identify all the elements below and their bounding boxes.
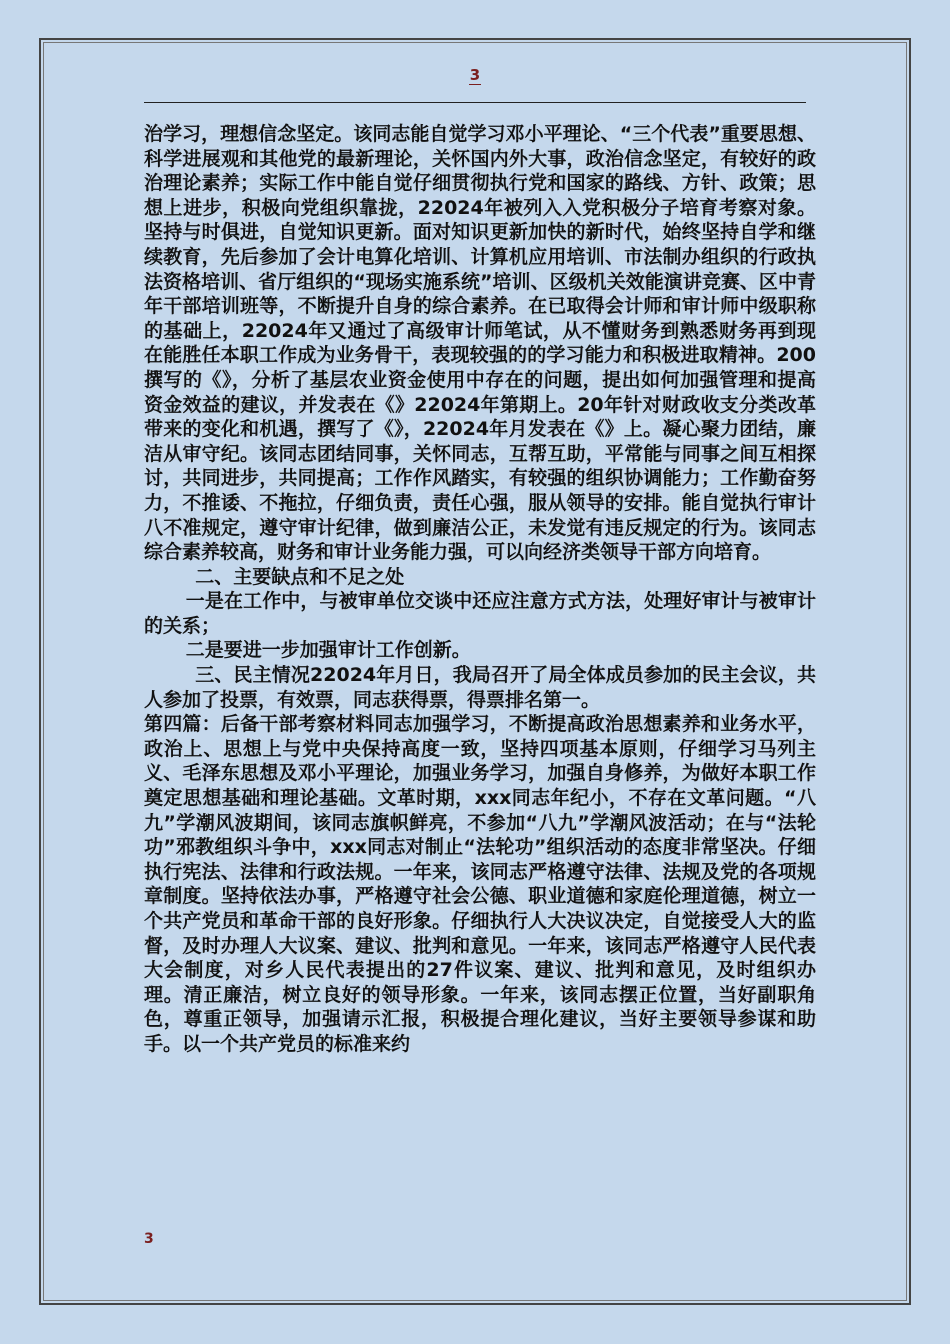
document-body: [144, 122, 816, 1057]
header-rule: [144, 102, 806, 103]
body-paragraph-shortcoming-1: 一是在工作中，与被审单位交谈中还应注意方式方法，处理好审计与被审计的关系；: [144, 590, 816, 637]
section-heading-shortcomings: 二、主要缺点和不足之处: [195, 565, 405, 588]
body-paragraph-part-four: 第四篇：后备干部考察材料同志加强学习，不断提高政治思想素养和业务水平，政治上、思想上与党中央保持高度一致，坚持四项基本原则，仔细学习马列主义、毛泽东思想及邓小平理论，加强业务学习，加强自身修养，为做好本职工作奠定思想基础和理论基础。文革时期，xxx同志年纪小，不存在文革问题。“八九”学潮风波期间，该同志旗帜鲜亮，不参加“八九”学潮风波活动；在与“法轮功”邪教组织斗争中，xxx同志对制止“法轮功”组织活动的态度非常坚决。仔细执行宪法、法律和行政法规。一年来，该同志严格遵守法律、法规及党的各项规章制度。坚持依法办事，严格遵守社会公德、职业道德和家庭伦理道德，树立一个共产党员和革命干部的良好形象。仔细执行人大决议决定，自觉接受人大的监督，及时办理人大议案、建议、批判和意见。一年来，该同志严格遵守人民代表大会制度，对乡人民代表提出的27件议案、建议、批判和意见，及时组织办理。清正廉洁，树立良好的领导形象。一年来，该同志摆正位置，当好副职角色，尊重正领导，加强请示汇报，积极提合理化建议，当好主要领导参谋和助手。以一个共产党员的标准来约: [144, 713, 816, 1055]
body-paragraph-1: 治学习，理想信念坚定。该同志能自觉学习邓小平理论、“三个代表”重要思想、科学进展观和其他党的最新理论，关怀国内外大事，政治信念坚定，有较好的政治理论素养；实际工作中能自觉仔细贯彻执行党和国家的路线、方针、政策；思想上进步，积极向党组织靠拢，22024年被列入入党积极分子培育考察对象。坚持与时俱进，自觉知识更新。面对知识更新加快的新时代，始终坚持自学和继续教育，先后参加了会计电算化培训、计算机应用培训、市法制办组织的行政执法资格培训、省厅组织的“现场实施系统”培训、区级机关效能演讲竞赛、区中青年干部培训班等，不断提升自身的综合素养。在已取得会计师和审计师中级职称的基础上，22024年又通过了高级审计师笔试，从不懂财务到熟悉财务再到现在能胜任本职工作成为业务骨干，表现较强的的学习能力和积极进取精神。200撰写的《》，分析了基层农业资金使用中存在的问题，提出如何加强管理和提高资金效益的建议，并发表在《》22024年第期上。20年针对财政收支分类改革带来的变化和机遇，撰写了《》，22024年月发表在《》上。凝心聚力团结，廉洁从审守纪。该同志团结同事，关怀同志，互帮互助，平常能与同事之间互相探讨，共同进步，共同提高；工作作风踏实，有较强的组织协调能力；工作勤奋努力，不推诿、不拖拉，仔细负责，责任心强，服从领导的安排。能自觉执行审计八不准规定，遵守审计纪律，做到廉洁公正，未发觉有违反规定的行为。该同志综合素养较高，财务和审计业务能力强，可以向经济类领导干部方向培育。: [144, 123, 816, 564]
header-page-number-text: 3: [469, 66, 481, 84]
body-paragraph-democracy: 三、民主情况22024年月日，我局召开了局全体成员参加的民主会议，共人参加了投票，有效票，同志获得票，得票排名第一。: [144, 664, 816, 711]
footer-page-number: 3: [144, 1231, 154, 1247]
body-paragraph-shortcoming-2: 二是要进一步加强审计工作创新。: [185, 639, 471, 662]
header-page-number: [0, 66, 950, 85]
